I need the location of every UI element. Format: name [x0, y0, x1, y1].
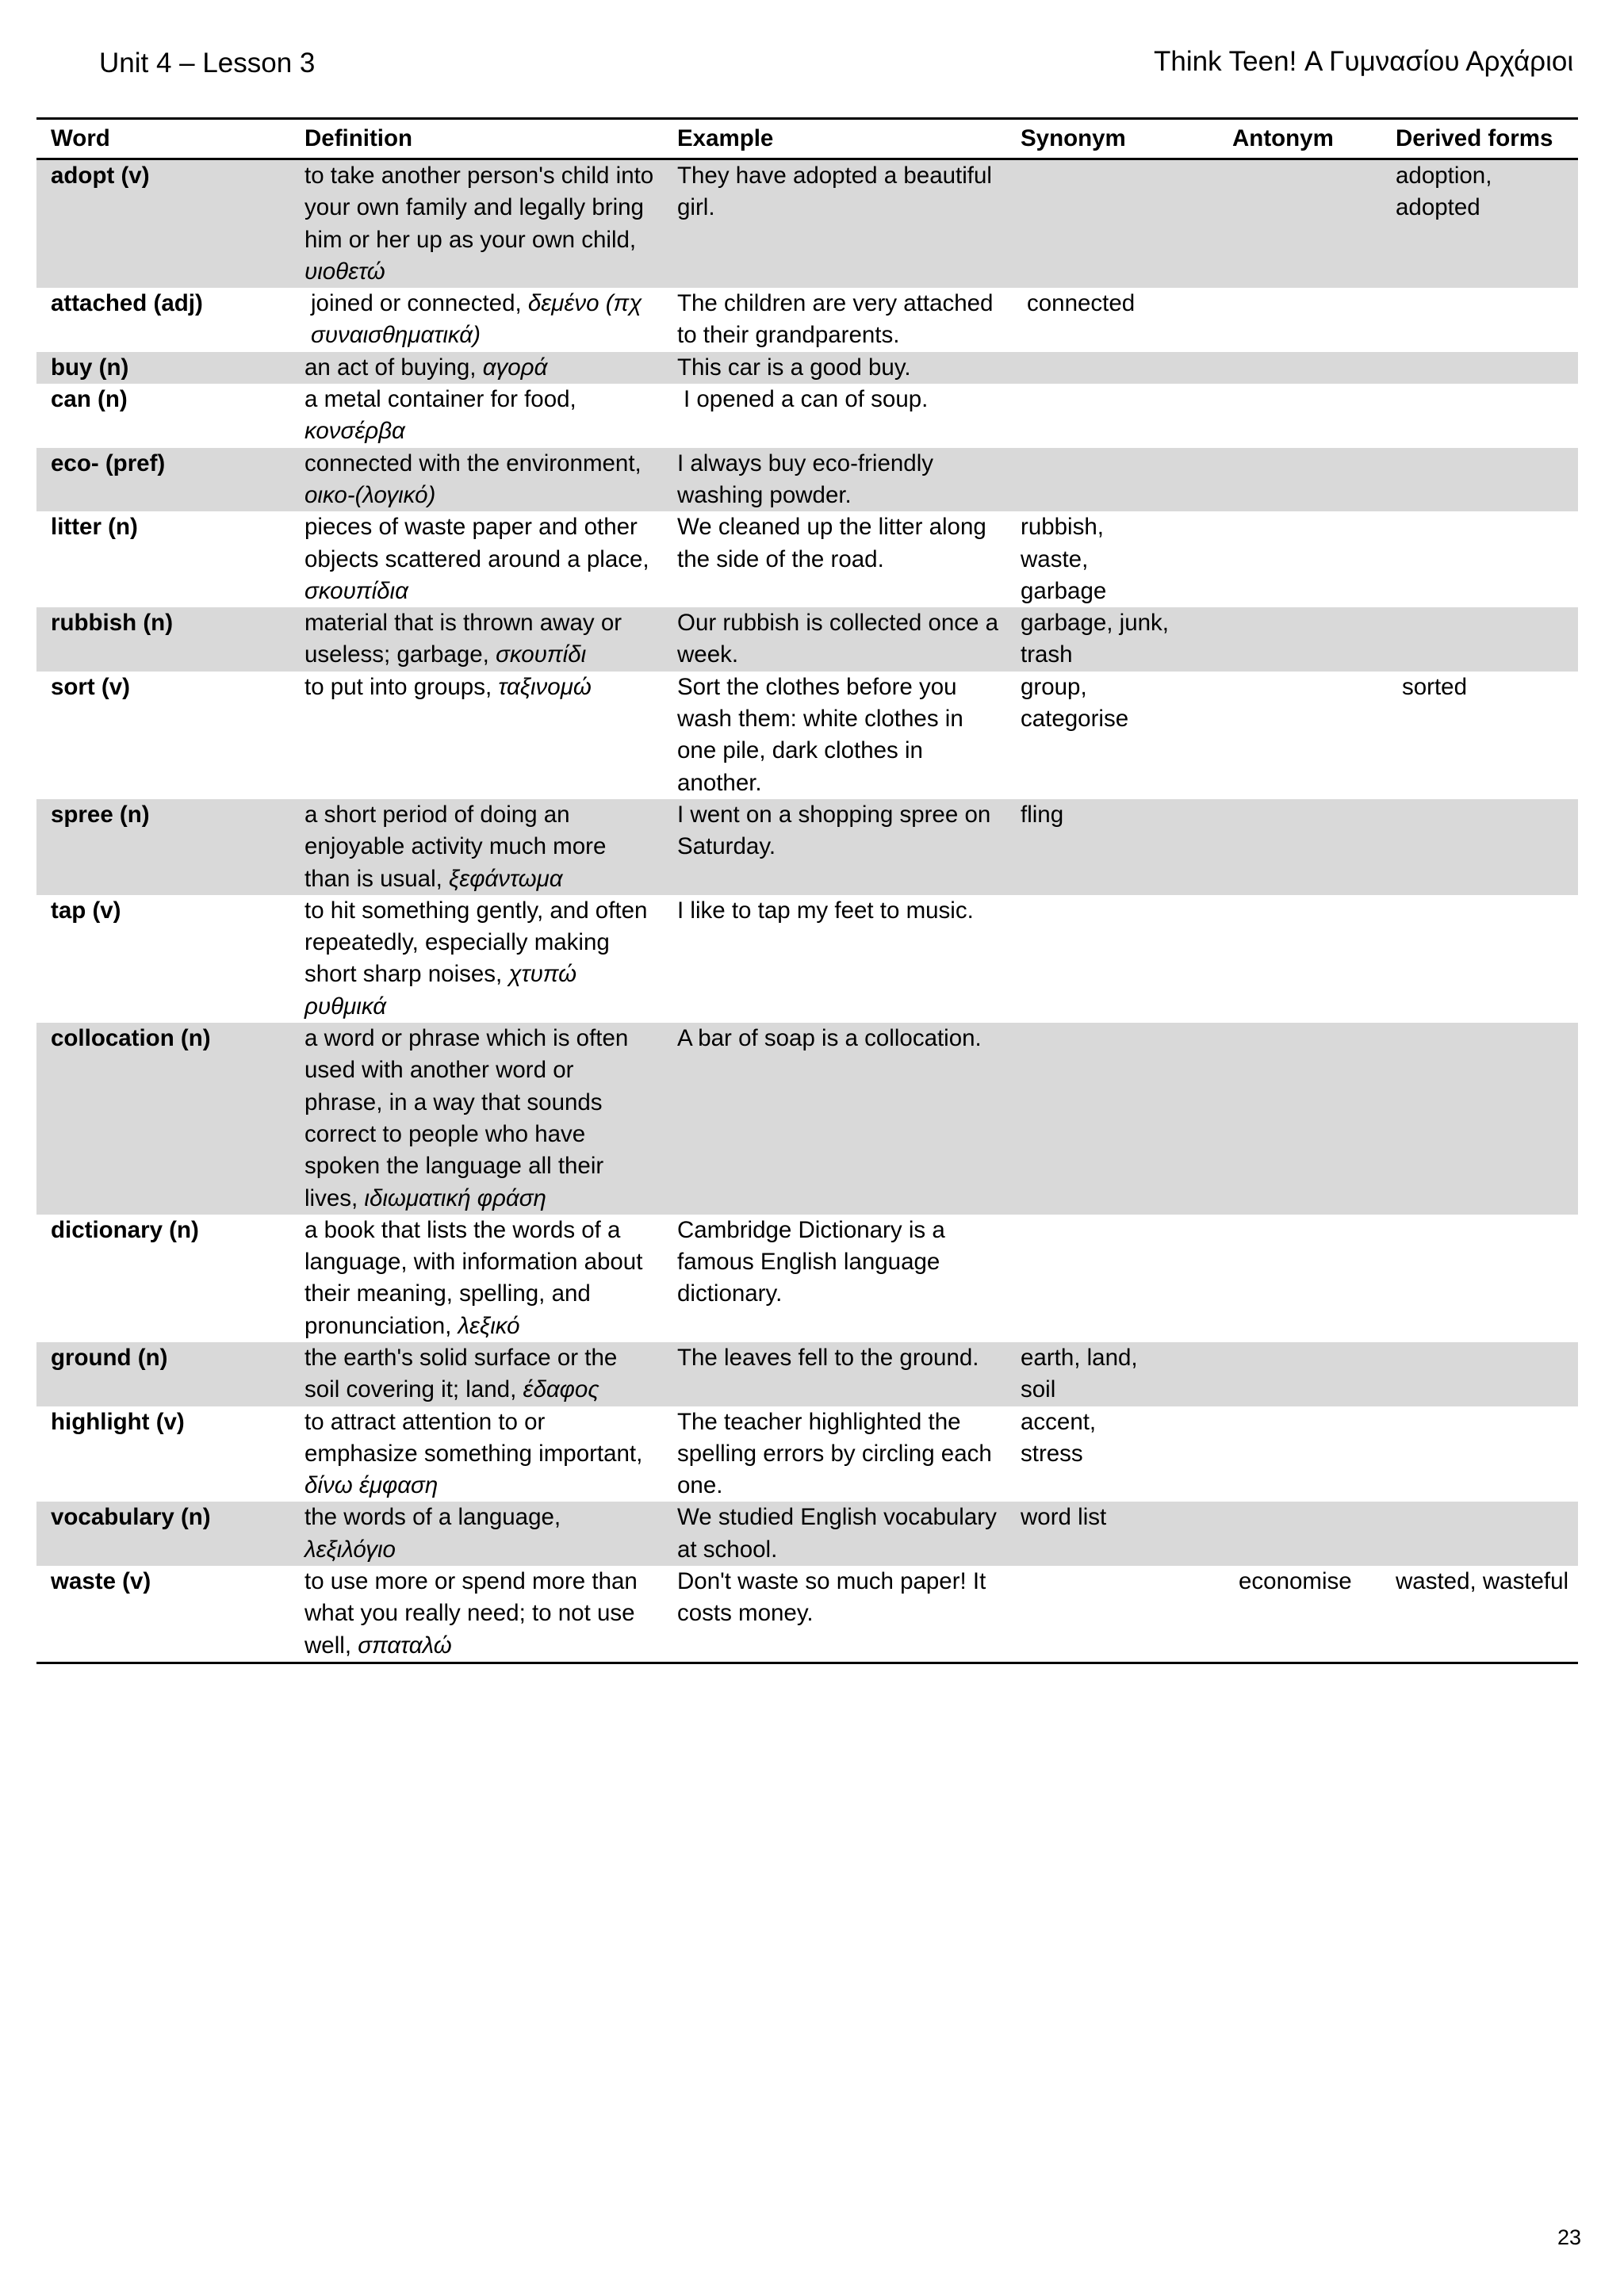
column-header-word: Word	[36, 119, 290, 159]
antonym-cell	[1218, 448, 1381, 512]
word-cell: spree (n)	[36, 799, 290, 895]
synonym-cell	[1006, 1566, 1218, 1663]
derived-forms-cell	[1381, 352, 1578, 384]
definition-cell	[290, 384, 663, 448]
derived-forms-cell	[1381, 1023, 1578, 1215]
word-cell: vocabulary (n)	[36, 1502, 290, 1566]
antonym-cell	[1218, 288, 1381, 352]
table-row	[36, 799, 1578, 895]
derived-forms-cell	[1381, 607, 1578, 672]
example-cell: Don't waste so much paper! It costs money.	[677, 1568, 986, 1627]
greek-translation: οικο-(λογικό)	[304, 481, 436, 508]
word-cell: eco- (pref)	[36, 448, 290, 512]
example-cell: This car is a good buy.	[663, 352, 1006, 384]
definition-cell	[290, 288, 663, 352]
definition-text: a word or phrase which is often used with another word or phrase, in a way that sounds correct to people who have spoken the language all their lives,	[304, 1025, 629, 1211]
definition-text: to attract attention to or emphasize something important,	[304, 1408, 643, 1467]
synonym-cell: word list	[1006, 1502, 1218, 1566]
synonym-cell: connected	[1027, 290, 1136, 317]
greek-translation: ταξινομώ	[498, 673, 592, 700]
definition-cell	[290, 895, 663, 1023]
example-cell: The children are very attached to their grandparents.	[677, 290, 994, 349]
definition-text: a book that lists the words of a language, with information about their meaning, spelling, and pronunciation,	[304, 1216, 643, 1339]
table-row	[36, 288, 1578, 352]
example-cell: I went on a shopping spree on Saturday.	[663, 799, 1006, 895]
word-cell: highlight (v)	[51, 1408, 185, 1435]
derived-forms-cell	[1381, 384, 1578, 448]
greek-translation: σκουπίδι	[496, 641, 587, 668]
example-cell: The teacher highlighted the spelling errors by circling each one.	[677, 1408, 992, 1499]
antonym-cell	[1218, 159, 1381, 289]
synonym-cell	[1006, 1023, 1218, 1215]
derived-forms-cell: adoption, adopted	[1381, 159, 1578, 289]
greek-translation: έδαφος	[523, 1376, 599, 1403]
definition-text: the earth's solid surface or the soil covering it; land,	[304, 1344, 618, 1403]
table-row	[36, 1566, 1578, 1663]
derived-forms-cell	[1381, 511, 1578, 607]
example-cell: Cambridge Dictionary is a famous English language dictionary.	[677, 1216, 945, 1307]
synonym-cell: rubbish, waste, garbage	[1021, 514, 1107, 604]
column-header-antonym: Antonym	[1218, 119, 1381, 159]
antonym-cell	[1218, 607, 1381, 672]
antonym-cell	[1218, 352, 1381, 384]
vocabulary-table	[36, 117, 1578, 1664]
antonym-cell	[1218, 1215, 1381, 1342]
word-cell: tap (v)	[51, 897, 121, 924]
table-row	[36, 511, 1578, 607]
derived-forms-cell	[1381, 1342, 1578, 1406]
example-cell: Our rubbish is collected once a week.	[663, 607, 1006, 672]
column-header-derived-forms: Derived forms	[1381, 119, 1578, 159]
derived-forms-cell	[1381, 1502, 1578, 1566]
table-row	[36, 1215, 1578, 1342]
unit-lesson-heading: Unit 4 – Lesson 3	[99, 48, 316, 78]
greek-translation: λεξιλόγιο	[304, 1536, 396, 1563]
table-header-row	[36, 119, 1578, 159]
definition-cell	[290, 672, 663, 799]
definition-text: to hit something gently, and often repeatedly, especially making short sharp noises,	[304, 897, 648, 988]
definition-text: the words of a language,	[304, 1504, 561, 1531]
greek-translation: αγορά	[482, 354, 548, 381]
word-cell: buy (n)	[36, 352, 290, 384]
definition-text: material that is thrown away or useless; garbage,	[304, 610, 622, 668]
synonym-cell: garbage, junk, trash	[1006, 607, 1218, 672]
definition-cell	[290, 1215, 663, 1342]
word-cell: attached (adj)	[51, 290, 203, 317]
antonym-cell	[1218, 511, 1381, 607]
definition-cell	[290, 1502, 663, 1566]
greek-translation: λεξικό	[458, 1312, 520, 1339]
example-cell: Sort the clothes before you wash them: white clothes in one pile, dark clothes in another.	[677, 673, 963, 796]
definition-text: joined or connected,	[311, 290, 522, 317]
definition-text: to put into groups,	[304, 673, 492, 700]
definition-cell	[290, 1406, 663, 1502]
definition-text: an act of buying,	[304, 354, 477, 381]
antonym-cell	[1218, 1023, 1381, 1215]
antonym-cell	[1218, 1342, 1381, 1406]
synonym-cell	[1006, 384, 1218, 448]
synonym-cell	[1006, 352, 1218, 384]
word-cell: dictionary (n)	[51, 1216, 199, 1243]
definition-text: pieces of waste paper and other objects scattered around a place,	[304, 514, 649, 572]
definition-cell	[290, 1342, 663, 1406]
definition-cell	[290, 607, 663, 672]
definition-cell	[290, 448, 663, 512]
definition-text: a metal container for food,	[304, 386, 576, 413]
antonym-cell	[1218, 384, 1381, 448]
greek-translation: υιοθετώ	[304, 258, 385, 285]
antonym-cell	[1218, 672, 1381, 799]
definition-cell	[290, 1566, 663, 1663]
word-cell: can (n)	[51, 386, 128, 413]
word-cell: litter (n)	[51, 514, 138, 541]
derived-forms-cell	[1381, 799, 1578, 895]
synonym-cell: accent, stress	[1021, 1408, 1097, 1467]
word-cell: adopt (v)	[36, 159, 290, 289]
greek-translation: κονσέρβα	[304, 418, 405, 445]
example-cell: We cleaned up the litter along the side of the road.	[677, 514, 986, 572]
definition-cell	[290, 511, 663, 607]
table-row	[36, 1502, 1578, 1566]
table-row	[36, 384, 1578, 448]
synonym-cell	[1006, 895, 1218, 1023]
greek-translation: σπαταλώ	[358, 1632, 452, 1659]
synonym-cell: earth, land, soil	[1006, 1342, 1218, 1406]
synonym-cell: group, categorise	[1021, 673, 1129, 733]
example-cell: I opened a can of soup.	[684, 386, 929, 413]
example-cell: We studied English vocabulary at school.	[663, 1502, 1006, 1566]
greek-translation: ιδιωματική φράση	[364, 1184, 546, 1211]
synonym-cell	[1006, 448, 1218, 512]
book-title-heading: Think Teen! Α Γυμνασίου Αρχάριοι	[1154, 46, 1574, 77]
column-header-example: Example	[663, 119, 1006, 159]
derived-forms-cell: sorted	[1402, 673, 1467, 700]
column-header-definition: Definition	[290, 119, 663, 159]
definition-text: to use more or spend more than what you really need; to not use well,	[304, 1568, 638, 1659]
definition-cell	[290, 1023, 663, 1215]
synonym-cell	[1006, 159, 1218, 289]
antonym-cell	[1218, 799, 1381, 895]
table-row	[36, 448, 1578, 512]
definition-text: connected with the environment,	[304, 450, 642, 476]
derived-forms-cell	[1381, 288, 1578, 352]
synonym-cell	[1006, 1215, 1218, 1342]
derived-forms-cell	[1381, 448, 1578, 512]
example-cell: The leaves fell to the ground.	[663, 1342, 1006, 1406]
example-cell: They have adopted a beautiful girl.	[663, 159, 1006, 289]
word-cell: sort (v)	[51, 673, 130, 700]
derived-forms-cell	[1381, 895, 1578, 1023]
table-row	[36, 1342, 1578, 1406]
table-row	[36, 607, 1578, 672]
greek-translation: χτυπώ ρυθμικά	[304, 961, 577, 1020]
greek-translation: δίνω έμφαση	[304, 1472, 439, 1499]
antonym-cell	[1218, 895, 1381, 1023]
greek-translation: σκουπίδια	[304, 577, 408, 604]
word-cell: rubbish (n)	[36, 607, 290, 672]
word-cell: collocation (n)	[36, 1023, 290, 1215]
table-row	[36, 895, 1578, 1023]
greek-translation: δεμένο (πχ συναισθηματικά)	[311, 290, 642, 349]
definition-cell	[290, 159, 663, 289]
antonym-cell	[1218, 1502, 1381, 1566]
greek-translation: ξεφάντωμα	[449, 865, 563, 892]
table-row	[36, 159, 1578, 289]
derived-forms-cell	[1381, 1406, 1578, 1502]
derived-forms-cell: wasted, wasteful	[1396, 1568, 1569, 1595]
page-number: 23	[1557, 2225, 1582, 2249]
definition-cell	[290, 799, 663, 895]
table-row	[36, 672, 1578, 799]
derived-forms-cell	[1381, 1215, 1578, 1342]
example-cell: A bar of soap is a collocation.	[663, 1023, 1006, 1215]
table-row	[36, 1023, 1578, 1215]
word-cell: waste (v)	[51, 1568, 151, 1595]
table-row	[36, 352, 1578, 384]
antonym-cell	[1218, 1406, 1381, 1502]
example-cell: I always buy eco-friendly washing powder.	[663, 448, 1006, 512]
synonym-cell: fling	[1006, 799, 1218, 895]
definition-text: a short period of doing an enjoyable activity much more than is usual,	[304, 801, 607, 892]
word-cell: ground (n)	[36, 1342, 290, 1406]
example-cell: I like to tap my feet to music.	[677, 897, 974, 924]
definition-text: to take another person's child into your own family and legally bring him or her up as your own child,	[304, 163, 654, 253]
table-row	[36, 1406, 1578, 1502]
definition-cell	[290, 352, 663, 384]
antonym-cell: economise	[1239, 1568, 1352, 1595]
column-header-synonym: Synonym	[1006, 119, 1218, 159]
